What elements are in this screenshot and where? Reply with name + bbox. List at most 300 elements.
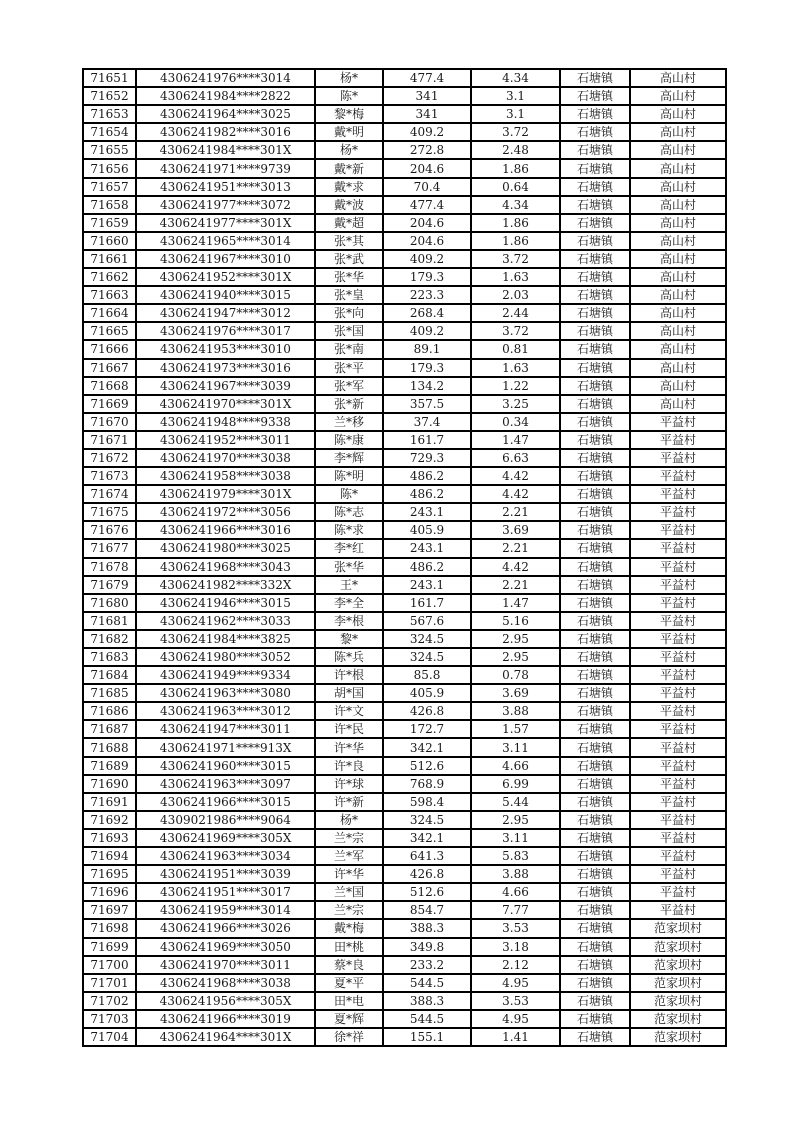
- table-row: [83, 901, 726, 919]
- cell-name: 田*桃: [315, 938, 383, 956]
- cell-name: 李*根: [315, 612, 383, 630]
- cell-name: 张*华: [315, 558, 383, 576]
- table-row: [83, 757, 726, 775]
- cell-town: 石塘镇: [560, 304, 630, 322]
- cell-village: 平益村: [630, 847, 726, 865]
- cell-id-number: 4306241979****301X: [136, 485, 315, 503]
- cell-town: 石塘镇: [560, 811, 630, 829]
- table-row: [83, 558, 726, 576]
- cell-amount-1: 85.8: [383, 666, 471, 684]
- cell-amount-2: 3.53: [471, 992, 560, 1010]
- table-row: [83, 775, 726, 793]
- cell-village: 平益村: [630, 576, 726, 594]
- cell-town: 石塘镇: [560, 178, 630, 196]
- cell-amount-1: 324.5: [383, 648, 471, 666]
- cell-serial: 71674: [83, 485, 136, 503]
- cell-name: 陈*求: [315, 521, 383, 539]
- cell-village: 平益村: [630, 702, 726, 720]
- cell-town: 石塘镇: [560, 105, 630, 123]
- cell-amount-1: 349.8: [383, 938, 471, 956]
- cell-amount-1: 477.4: [383, 69, 471, 87]
- cell-town: 石塘镇: [560, 702, 630, 720]
- cell-serial: 71664: [83, 304, 136, 322]
- cell-id-number: 4306241984****301X: [136, 141, 315, 159]
- cell-id-number: 4306241980****3025: [136, 539, 315, 557]
- cell-id-number: 4306241963****3034: [136, 847, 315, 865]
- table-row: [83, 105, 726, 123]
- cell-town: 石塘镇: [560, 322, 630, 340]
- cell-town: 石塘镇: [560, 738, 630, 756]
- cell-amount-1: 567.6: [383, 612, 471, 630]
- cell-id-number: 4306241952****3011: [136, 431, 315, 449]
- cell-name: 张*国: [315, 322, 383, 340]
- cell-amount-2: 3.18: [471, 938, 560, 956]
- table-row: [83, 322, 726, 340]
- cell-serial: 71702: [83, 992, 136, 1010]
- cell-village: 平益村: [630, 467, 726, 485]
- cell-serial: 71651: [83, 69, 136, 87]
- cell-serial: 71672: [83, 449, 136, 467]
- table-row: [83, 340, 726, 358]
- cell-town: 石塘镇: [560, 159, 630, 177]
- cell-amount-2: 3.72: [471, 123, 560, 141]
- cell-name: 许*球: [315, 775, 383, 793]
- table-row: [83, 377, 726, 395]
- cell-village: 高山村: [630, 304, 726, 322]
- cell-town: 石塘镇: [560, 141, 630, 159]
- cell-serial: 71655: [83, 141, 136, 159]
- cell-amount-2: 4.42: [471, 485, 560, 503]
- cell-amount-2: 3.1: [471, 87, 560, 105]
- cell-town: 石塘镇: [560, 974, 630, 992]
- cell-village: 范家坝村: [630, 992, 726, 1010]
- cell-town: 石塘镇: [560, 992, 630, 1010]
- cell-amount-1: 598.4: [383, 793, 471, 811]
- cell-town: 石塘镇: [560, 377, 630, 395]
- cell-name: 许*华: [315, 865, 383, 883]
- cell-amount-2: 4.34: [471, 69, 560, 87]
- cell-amount-1: 342.1: [383, 738, 471, 756]
- cell-amount-2: 4.95: [471, 1010, 560, 1028]
- cell-village: 高山村: [630, 178, 726, 196]
- cell-serial: 71681: [83, 612, 136, 630]
- cell-name: 胡*国: [315, 684, 383, 702]
- cell-village: 高山村: [630, 322, 726, 340]
- cell-village: 范家坝村: [630, 956, 726, 974]
- cell-id-number: 4306241965****3014: [136, 232, 315, 250]
- cell-name: 许*民: [315, 720, 383, 738]
- cell-name: 黎*梅: [315, 105, 383, 123]
- cell-amount-2: 4.42: [471, 558, 560, 576]
- cell-amount-2: 3.11: [471, 829, 560, 847]
- table-row: [83, 883, 726, 901]
- cell-amount-1: 342.1: [383, 829, 471, 847]
- cell-village: 高山村: [630, 377, 726, 395]
- table-row: [83, 141, 726, 159]
- cell-town: 石塘镇: [560, 594, 630, 612]
- cell-serial: 71691: [83, 793, 136, 811]
- cell-serial: 71660: [83, 232, 136, 250]
- cell-amount-2: 1.86: [471, 159, 560, 177]
- cell-serial: 71665: [83, 322, 136, 340]
- cell-town: 石塘镇: [560, 558, 630, 576]
- cell-name: 李*全: [315, 594, 383, 612]
- cell-name: 张*皇: [315, 286, 383, 304]
- table-row: [83, 612, 726, 630]
- cell-id-number: 4306241959****3014: [136, 901, 315, 919]
- cell-amount-2: 5.44: [471, 793, 560, 811]
- cell-serial: 71666: [83, 340, 136, 358]
- cell-town: 石塘镇: [560, 919, 630, 937]
- cell-village: 平益村: [630, 648, 726, 666]
- cell-serial: 71682: [83, 630, 136, 648]
- table-row: [83, 684, 726, 702]
- cell-serial: 71675: [83, 503, 136, 521]
- cell-id-number: 4306241973****3016: [136, 359, 315, 377]
- cell-amount-2: 1.47: [471, 431, 560, 449]
- table-row: [83, 268, 726, 286]
- cell-amount-2: 3.1: [471, 105, 560, 123]
- cell-amount-2: 3.69: [471, 684, 560, 702]
- cell-village: 范家坝村: [630, 974, 726, 992]
- cell-name: 许*文: [315, 702, 383, 720]
- cell-name: 戴*超: [315, 214, 383, 232]
- cell-village: 高山村: [630, 123, 726, 141]
- cell-amount-2: 2.21: [471, 503, 560, 521]
- cell-name: 陈*兵: [315, 648, 383, 666]
- table-row: [83, 304, 726, 322]
- table-row: [83, 992, 726, 1010]
- cell-id-number: 4306241964****3025: [136, 105, 315, 123]
- cell-amount-1: 729.3: [383, 449, 471, 467]
- cell-amount-1: 243.1: [383, 503, 471, 521]
- cell-name: 戴*明: [315, 123, 383, 141]
- cell-serial: 71659: [83, 214, 136, 232]
- cell-town: 石塘镇: [560, 829, 630, 847]
- cell-serial: 71683: [83, 648, 136, 666]
- cell-amount-2: 0.64: [471, 178, 560, 196]
- cell-village: 平益村: [630, 720, 726, 738]
- cell-id-number: 4306241952****301X: [136, 268, 315, 286]
- cell-town: 石塘镇: [560, 901, 630, 919]
- cell-amount-2: 1.57: [471, 720, 560, 738]
- cell-name: 陈*康: [315, 431, 383, 449]
- cell-id-number: 4306241970****3038: [136, 449, 315, 467]
- table-row: [83, 847, 726, 865]
- cell-serial: 71687: [83, 720, 136, 738]
- cell-town: 石塘镇: [560, 684, 630, 702]
- cell-village: 平益村: [630, 901, 726, 919]
- cell-village: 高山村: [630, 105, 726, 123]
- cell-village: 平益村: [630, 775, 726, 793]
- cell-name: 夏*平: [315, 974, 383, 992]
- cell-id-number: 4306241946****3015: [136, 594, 315, 612]
- cell-id-number: 4306241951****3039: [136, 865, 315, 883]
- cell-town: 石塘镇: [560, 666, 630, 684]
- cell-town: 石塘镇: [560, 775, 630, 793]
- cell-town: 石塘镇: [560, 503, 630, 521]
- cell-serial: 71704: [83, 1028, 136, 1046]
- cell-amount-2: 1.41: [471, 1028, 560, 1046]
- cell-village: 高山村: [630, 395, 726, 413]
- table-row: [83, 178, 726, 196]
- cell-id-number: 4306241963****3012: [136, 702, 315, 720]
- table-row: [83, 503, 726, 521]
- cell-name: 黎*: [315, 630, 383, 648]
- cell-serial: 71680: [83, 594, 136, 612]
- cell-serial: 71658: [83, 196, 136, 214]
- cell-village: 平益村: [630, 413, 726, 431]
- cell-id-number: 4306241966****3016: [136, 521, 315, 539]
- cell-serial: 71657: [83, 178, 136, 196]
- cell-id-number: 4306241951****3017: [136, 883, 315, 901]
- table-row: [83, 196, 726, 214]
- cell-amount-1: 341: [383, 87, 471, 105]
- cell-town: 石塘镇: [560, 449, 630, 467]
- cell-id-number: 4306241976****3014: [136, 69, 315, 87]
- table-row: [83, 594, 726, 612]
- cell-village: 范家坝村: [630, 919, 726, 937]
- document-sheet: [82, 68, 727, 1047]
- cell-amount-2: 4.42: [471, 467, 560, 485]
- cell-amount-2: 3.72: [471, 322, 560, 340]
- cell-serial: 71698: [83, 919, 136, 937]
- cell-village: 高山村: [630, 196, 726, 214]
- cell-village: 平益村: [630, 539, 726, 557]
- cell-amount-2: 4.34: [471, 196, 560, 214]
- cell-id-number: 4306241958****3038: [136, 467, 315, 485]
- data-table: [82, 68, 727, 1047]
- cell-name: 许*根: [315, 666, 383, 684]
- cell-id-number: 4306241968****3043: [136, 558, 315, 576]
- cell-name: 张*军: [315, 377, 383, 395]
- cell-amount-2: 1.63: [471, 268, 560, 286]
- cell-name: 徐*祥: [315, 1028, 383, 1046]
- cell-id-number: 4306241984****3825: [136, 630, 315, 648]
- cell-town: 石塘镇: [560, 232, 630, 250]
- cell-id-number: 4306241984****2822: [136, 87, 315, 105]
- cell-amount-2: 3.88: [471, 702, 560, 720]
- cell-town: 石塘镇: [560, 87, 630, 105]
- cell-village: 平益村: [630, 757, 726, 775]
- table-row: [83, 214, 726, 232]
- cell-amount-2: 7.77: [471, 901, 560, 919]
- cell-name: 夏*辉: [315, 1010, 383, 1028]
- cell-serial: 71677: [83, 539, 136, 557]
- cell-amount-1: 426.8: [383, 702, 471, 720]
- cell-name: 张*其: [315, 232, 383, 250]
- cell-amount-1: 223.3: [383, 286, 471, 304]
- cell-amount-2: 5.83: [471, 847, 560, 865]
- cell-amount-2: 2.95: [471, 630, 560, 648]
- cell-id-number: 4306241977****301X: [136, 214, 315, 232]
- cell-amount-2: 1.63: [471, 359, 560, 377]
- cell-village: 平益村: [630, 431, 726, 449]
- cell-town: 石塘镇: [560, 413, 630, 431]
- cell-name: 陈*: [315, 485, 383, 503]
- cell-amount-1: 272.8: [383, 141, 471, 159]
- cell-amount-2: 6.63: [471, 449, 560, 467]
- cell-amount-2: 2.44: [471, 304, 560, 322]
- cell-amount-1: 204.6: [383, 214, 471, 232]
- cell-town: 石塘镇: [560, 1010, 630, 1028]
- table-row: [83, 159, 726, 177]
- cell-town: 石塘镇: [560, 485, 630, 503]
- cell-town: 石塘镇: [560, 956, 630, 974]
- cell-name: 许*华: [315, 738, 383, 756]
- cell-serial: 71685: [83, 684, 136, 702]
- cell-name: 戴*波: [315, 196, 383, 214]
- cell-amount-2: 2.03: [471, 286, 560, 304]
- cell-id-number: 4306241947****3011: [136, 720, 315, 738]
- table-row: [83, 648, 726, 666]
- cell-village: 平益村: [630, 793, 726, 811]
- cell-serial: 71692: [83, 811, 136, 829]
- cell-id-number: 4306241976****3017: [136, 322, 315, 340]
- table-row: [83, 865, 726, 883]
- cell-name: 兰*军: [315, 847, 383, 865]
- table-row: [83, 431, 726, 449]
- cell-village: 高山村: [630, 250, 726, 268]
- cell-amount-2: 4.66: [471, 757, 560, 775]
- cell-village: 平益村: [630, 811, 726, 829]
- cell-serial: 71695: [83, 865, 136, 883]
- cell-amount-1: 70.4: [383, 178, 471, 196]
- table-row: [83, 449, 726, 467]
- cell-amount-2: 2.48: [471, 141, 560, 159]
- table-row: [83, 359, 726, 377]
- cell-amount-1: 641.3: [383, 847, 471, 865]
- cell-town: 石塘镇: [560, 847, 630, 865]
- cell-village: 平益村: [630, 503, 726, 521]
- table-row: [83, 702, 726, 720]
- cell-amount-2: 4.66: [471, 883, 560, 901]
- cell-id-number: 4306241970****3011: [136, 956, 315, 974]
- cell-village: 高山村: [630, 340, 726, 358]
- cell-amount-1: 544.5: [383, 974, 471, 992]
- cell-name: 杨*: [315, 141, 383, 159]
- cell-name: 田*电: [315, 992, 383, 1010]
- cell-name: 兰*移: [315, 413, 383, 431]
- table-row: [83, 521, 726, 539]
- cell-town: 石塘镇: [560, 359, 630, 377]
- table-row: [83, 413, 726, 431]
- cell-amount-1: 204.6: [383, 159, 471, 177]
- cell-serial: 71669: [83, 395, 136, 413]
- cell-id-number: 4306241948****9338: [136, 413, 315, 431]
- table-row: [83, 232, 726, 250]
- table-row: [83, 738, 726, 756]
- cell-amount-1: 388.3: [383, 992, 471, 1010]
- cell-name: 杨*: [315, 69, 383, 87]
- cell-serial: 71678: [83, 558, 136, 576]
- table-row: [83, 811, 726, 829]
- cell-amount-1: 357.5: [383, 395, 471, 413]
- cell-amount-1: 341: [383, 105, 471, 123]
- table-row: [83, 87, 726, 105]
- cell-id-number: 4306241963****3080: [136, 684, 315, 702]
- cell-village: 高山村: [630, 69, 726, 87]
- cell-village: 平益村: [630, 594, 726, 612]
- cell-id-number: 4306241969****3050: [136, 938, 315, 956]
- table-row: [83, 919, 726, 937]
- cell-village: 范家坝村: [630, 938, 726, 956]
- cell-amount-1: 243.1: [383, 539, 471, 557]
- cell-name: 张*华: [315, 268, 383, 286]
- cell-serial: 71661: [83, 250, 136, 268]
- cell-town: 石塘镇: [560, 395, 630, 413]
- cell-serial: 71700: [83, 956, 136, 974]
- cell-amount-1: 324.5: [383, 630, 471, 648]
- cell-serial: 71663: [83, 286, 136, 304]
- cell-amount-1: 172.7: [383, 720, 471, 738]
- cell-name: 兰*宗: [315, 901, 383, 919]
- cell-amount-2: 3.53: [471, 919, 560, 937]
- cell-amount-1: 161.7: [383, 431, 471, 449]
- cell-amount-2: 3.69: [471, 521, 560, 539]
- cell-serial: 71668: [83, 377, 136, 395]
- cell-amount-1: 477.4: [383, 196, 471, 214]
- cell-name: 李*辉: [315, 449, 383, 467]
- cell-id-number: 4306241967****3039: [136, 377, 315, 395]
- cell-town: 石塘镇: [560, 648, 630, 666]
- cell-village: 平益村: [630, 738, 726, 756]
- cell-village: 平益村: [630, 521, 726, 539]
- cell-amount-1: 161.7: [383, 594, 471, 612]
- cell-id-number: 4306241982****332X: [136, 576, 315, 594]
- table-row: [83, 793, 726, 811]
- cell-village: 平益村: [630, 630, 726, 648]
- cell-amount-1: 426.8: [383, 865, 471, 883]
- cell-village: 平益村: [630, 829, 726, 847]
- cell-village: 范家坝村: [630, 1010, 726, 1028]
- table-row: [83, 666, 726, 684]
- cell-village: 平益村: [630, 666, 726, 684]
- cell-id-number: 4306241969****305X: [136, 829, 315, 847]
- cell-town: 石塘镇: [560, 720, 630, 738]
- cell-town: 石塘镇: [560, 431, 630, 449]
- cell-amount-2: 2.95: [471, 811, 560, 829]
- cell-serial: 71699: [83, 938, 136, 956]
- cell-amount-2: 4.95: [471, 974, 560, 992]
- cell-id-number: 4306241964****301X: [136, 1028, 315, 1046]
- cell-serial: 71670: [83, 413, 136, 431]
- cell-amount-2: 5.16: [471, 612, 560, 630]
- cell-serial: 71656: [83, 159, 136, 177]
- cell-amount-2: 0.81: [471, 340, 560, 358]
- table-row: [83, 829, 726, 847]
- cell-amount-1: 854.7: [383, 901, 471, 919]
- cell-serial: 71654: [83, 123, 136, 141]
- cell-name: 许*新: [315, 793, 383, 811]
- table-row: [83, 539, 726, 557]
- cell-name: 王*: [315, 576, 383, 594]
- cell-name: 兰*宗: [315, 829, 383, 847]
- cell-amount-1: 405.9: [383, 684, 471, 702]
- cell-amount-1: 134.2: [383, 377, 471, 395]
- cell-amount-1: 388.3: [383, 919, 471, 937]
- cell-village: 高山村: [630, 141, 726, 159]
- cell-id-number: 4306241972****3056: [136, 503, 315, 521]
- cell-amount-1: 409.2: [383, 322, 471, 340]
- cell-village: 平益村: [630, 558, 726, 576]
- cell-name: 张*新: [315, 395, 383, 413]
- cell-serial: 71653: [83, 105, 136, 123]
- cell-serial: 71652: [83, 87, 136, 105]
- cell-name: 张*平: [315, 359, 383, 377]
- cell-serial: 71686: [83, 702, 136, 720]
- cell-amount-1: 512.6: [383, 883, 471, 901]
